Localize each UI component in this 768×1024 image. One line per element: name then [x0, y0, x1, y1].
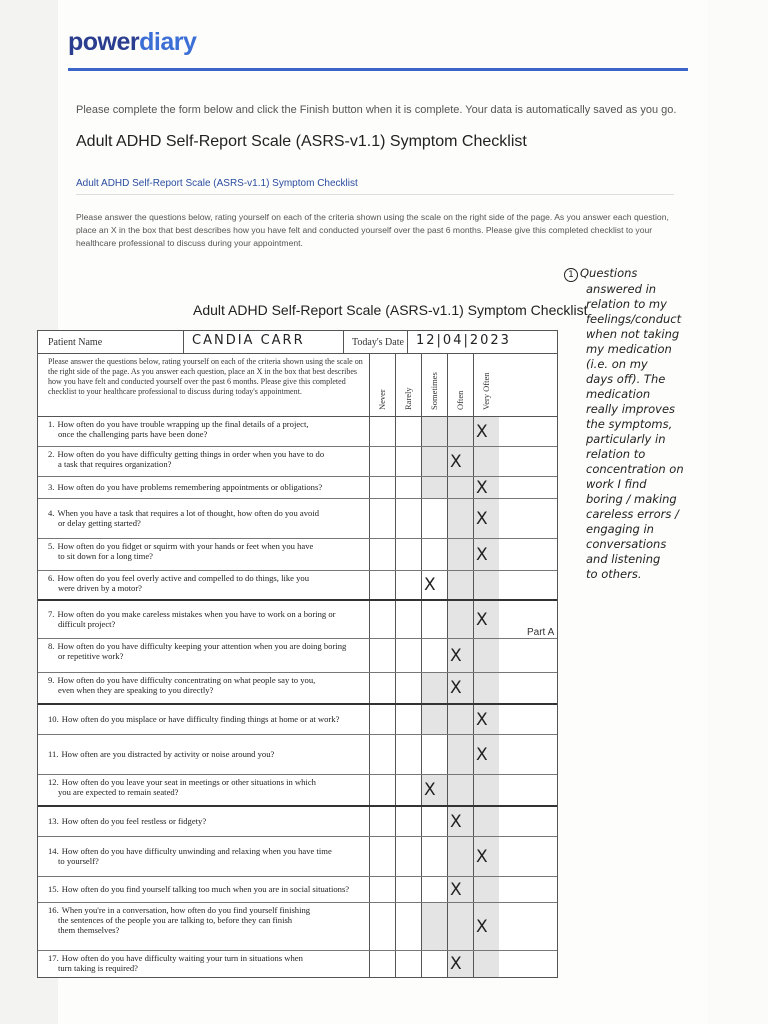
answer-box-often[interactable] — [448, 807, 474, 836]
answer-box-rarely[interactable] — [396, 417, 422, 446]
answer-box-never[interactable] — [370, 807, 396, 836]
note-line — [564, 462, 744, 477]
question-number: 14. — [48, 846, 59, 856]
question-number: 10. — [48, 714, 59, 724]
note-line — [564, 492, 744, 507]
note-text: concentration on — [586, 462, 684, 476]
x-mark: X — [476, 421, 488, 442]
question-line: difficult project? — [58, 619, 116, 629]
answer-box-sometimes[interactable] — [422, 705, 448, 734]
note-text: conversations — [586, 537, 667, 551]
question-text — [38, 499, 370, 538]
x-mark: X — [476, 709, 488, 730]
question-line: When you're in a conversation, how often do you find yourself finishing — [61, 905, 311, 915]
scale-rarely-label: Rarely — [402, 387, 413, 410]
answer-box-sometimes[interactable] — [422, 499, 448, 538]
answer-box-often[interactable] — [448, 705, 474, 734]
question-text — [38, 477, 370, 498]
answer-box-sometimes[interactable] — [422, 807, 448, 836]
scale-very-often-header — [474, 354, 499, 416]
note-line — [564, 402, 744, 417]
note-text: and listening — [586, 552, 661, 566]
answer-box-rarely[interactable] — [396, 903, 422, 950]
question-line: How often do you find yourself talking too much when you are in social situations? — [61, 884, 350, 894]
question-line: to yourself? — [58, 856, 99, 866]
note-line — [564, 312, 744, 327]
question-text — [38, 673, 370, 703]
question-number: 9. — [48, 675, 55, 685]
note-text: days off). The — [586, 372, 666, 386]
answer-box-rarely[interactable] — [396, 447, 422, 476]
answer-box-never[interactable] — [370, 601, 396, 638]
answer-box-very-often[interactable] — [474, 837, 499, 876]
answer-box-sometimes[interactable] — [422, 539, 448, 570]
answer-box-rarely[interactable] — [396, 877, 422, 902]
x-mark: X — [476, 609, 488, 630]
question-line: How often do you have difficulty unwinding and relaxing when you have time — [61, 846, 332, 856]
logo-part-power: power — [68, 28, 140, 56]
note-text: boring / making — [586, 492, 677, 506]
section-heading: Adult ADHD Self-Report Scale (ASRS-v1.1) Symptom Checklist — [76, 178, 358, 189]
answer-box-sometimes[interactable] — [422, 477, 448, 498]
question-number: 5. — [48, 541, 55, 551]
answer-box-often[interactable] — [448, 499, 474, 538]
answer-box-very-often[interactable] — [474, 951, 499, 977]
question-row — [38, 775, 557, 807]
handwritten-note — [564, 266, 744, 582]
note-text: relation to — [586, 447, 646, 461]
answer-box-never[interactable] — [370, 951, 396, 977]
powerdiary-logo — [68, 28, 196, 57]
answer-box-very-often[interactable] — [474, 903, 499, 950]
answer-box-never[interactable] — [370, 903, 396, 950]
answer-box-often[interactable] — [448, 601, 474, 638]
answer-box-rarely[interactable] — [396, 499, 422, 538]
answer-box-never[interactable] — [370, 477, 396, 498]
scale-very-often-label: Very Often — [480, 372, 491, 410]
question-row — [38, 837, 557, 877]
symptom-checklist-table — [37, 330, 558, 978]
question-number: 8. — [48, 641, 55, 651]
question-rows — [38, 417, 557, 977]
note-line — [564, 417, 744, 432]
answer-box-never[interactable] — [370, 639, 396, 672]
note-line — [564, 266, 744, 282]
note-text: work I find — [586, 477, 647, 491]
question-line: the sentences of the people you are talking to, before they can finish — [58, 915, 293, 925]
x-mark: X — [476, 846, 488, 867]
answer-box-often[interactable] — [448, 571, 474, 599]
question-line: When you have a task that requires a lot of thought, how often do you avoid — [57, 508, 320, 518]
section-divider — [76, 194, 674, 195]
question-row — [38, 447, 557, 477]
question-row — [38, 601, 557, 639]
question-number: 3. — [48, 482, 55, 492]
question-number: 12. — [48, 777, 59, 787]
note-text: really improves — [586, 402, 676, 416]
question-row — [38, 639, 557, 673]
note-line — [564, 522, 744, 537]
question-line: were driven by a motor? — [58, 583, 142, 593]
question-text — [38, 601, 370, 638]
note-text: relation to my — [586, 297, 667, 311]
date-label: Today's Date — [344, 331, 408, 353]
question-line: How often do you have difficulty waiting your turn in situations when — [61, 953, 303, 963]
question-number: 11. — [48, 749, 59, 759]
x-mark: X — [424, 575, 436, 595]
note-text: (i.e. on my — [586, 357, 648, 371]
x-mark: X — [476, 508, 488, 529]
answer-box-never[interactable] — [370, 539, 396, 570]
question-text — [38, 877, 370, 902]
answer-box-rarely[interactable] — [396, 951, 422, 977]
note-text: feelings/conduct — [586, 312, 682, 326]
scale-instructions: Please answer the questions below, rating yourself on each of the criteria shown using the scale on the right side of the page. As you answer each question, place an X in the box that best describes how you have felt and conducted yourself over the past 6 months. Please give this completed checklist to your healthcare professional to discuss during today's appointment. — [38, 354, 370, 416]
note-line — [564, 342, 744, 357]
answer-box-rarely[interactable] — [396, 539, 422, 570]
scale-never-header — [370, 354, 396, 416]
note-line — [564, 432, 744, 447]
question-number: 4. — [48, 508, 55, 518]
question-line: once the challenging parts have been done? — [58, 429, 208, 439]
question-row — [38, 877, 557, 903]
question-text — [38, 539, 370, 570]
question-line: How often are you distracted by activity or noise around you? — [61, 749, 275, 759]
answer-box-very-often[interactable] — [474, 735, 499, 774]
page-title: Adult ADHD Self-Report Scale (ASRS-v1.1) Symptom Checklist — [76, 133, 527, 150]
note-text: Questions — [580, 266, 638, 280]
x-mark: X — [476, 544, 488, 565]
answer-box-never[interactable] — [370, 417, 396, 446]
answer-box-very-often[interactable] — [474, 571, 499, 599]
answer-box-sometimes[interactable] — [422, 735, 448, 774]
answer-box-rarely[interactable] — [396, 775, 422, 805]
scale-rarely-header — [396, 354, 422, 416]
x-mark: X — [450, 645, 462, 666]
question-line: turn taking is required? — [58, 963, 138, 973]
answer-box-never[interactable] — [370, 775, 396, 805]
answer-box-never[interactable] — [370, 735, 396, 774]
scale-header-row — [38, 354, 557, 417]
x-mark: X — [424, 780, 436, 800]
answer-box-very-often[interactable] — [474, 499, 499, 538]
x-mark: X — [450, 879, 462, 900]
question-row — [38, 673, 557, 705]
question-line: How often do you make careless mistakes when you have to work on a boring or — [57, 609, 336, 619]
patient-name-field[interactable]: CANDIA CARR — [184, 331, 344, 353]
answer-box-very-often[interactable] — [474, 539, 499, 570]
answer-box-never[interactable] — [370, 499, 396, 538]
note-line — [564, 567, 744, 582]
question-number: 7. — [48, 609, 55, 619]
answer-box-very-often[interactable] — [474, 639, 499, 672]
checklist-title: Adult ADHD Self-Report Scale (ASRS-v1.1) Symptom Checklist — [193, 302, 588, 318]
question-line: How often do you have difficulty keeping your attention when you are doing boring — [57, 641, 347, 651]
note-line — [564, 372, 744, 387]
scale-often-header — [448, 354, 474, 416]
answer-box-sometimes[interactable] — [422, 417, 448, 446]
scale-never-label: Never — [376, 389, 387, 410]
x-mark: X — [450, 451, 462, 472]
answer-box-very-often[interactable] — [474, 601, 499, 638]
note-number-circle: 1 — [564, 268, 578, 282]
logo-part-diary: diary — [139, 28, 197, 56]
x-mark: X — [450, 954, 462, 974]
note-line — [564, 537, 744, 552]
question-line: How often do you have difficulty concentrating on what people say to you, — [57, 675, 316, 685]
question-number: 16. — [48, 905, 59, 915]
question-number: 1. — [48, 419, 55, 429]
note-text: my medication — [586, 342, 672, 356]
question-line: or repetitive work? — [58, 651, 124, 661]
answer-box-sometimes[interactable] — [422, 639, 448, 672]
note-line — [564, 387, 744, 402]
question-line: How often do you feel overly active and compelled to do things, like you — [57, 573, 309, 583]
answer-box-rarely[interactable] — [396, 705, 422, 734]
answer-box-very-often[interactable] — [474, 477, 499, 498]
note-line — [564, 297, 744, 312]
scale-sometimes-header — [422, 354, 448, 416]
question-line: a task that requires organization? — [58, 459, 172, 469]
answer-box-rarely[interactable] — [396, 639, 422, 672]
note-line — [564, 282, 744, 297]
answer-box-sometimes[interactable] — [422, 447, 448, 476]
answer-box-often[interactable] — [448, 775, 474, 805]
answer-box-often[interactable] — [448, 951, 474, 977]
answer-box-rarely[interactable] — [396, 837, 422, 876]
x-mark: X — [476, 744, 488, 765]
question-text — [38, 903, 370, 950]
question-line: How often do you have problems remembering appointments or obligations? — [57, 482, 323, 492]
question-row — [38, 807, 557, 837]
answer-box-rarely[interactable] — [396, 571, 422, 599]
answer-box-sometimes[interactable] — [422, 837, 448, 876]
x-mark: X — [476, 477, 488, 498]
question-number: 17. — [48, 953, 59, 963]
question-line: How often do you have difficulty getting things in order when you have to do — [57, 449, 325, 459]
answer-box-sometimes[interactable] — [422, 673, 448, 703]
part-a-label: Part A — [527, 627, 555, 638]
question-text — [38, 571, 370, 599]
answer-box-rarely[interactable] — [396, 673, 422, 703]
x-mark: X — [450, 678, 462, 698]
answer-box-often[interactable] — [448, 837, 474, 876]
answer-box-very-often[interactable] — [474, 705, 499, 734]
answer-box-rarely[interactable] — [396, 735, 422, 774]
header-divider — [68, 68, 688, 71]
answer-box-never[interactable] — [370, 673, 396, 703]
question-row — [38, 951, 557, 977]
question-row — [38, 705, 557, 735]
scale-sometimes-label: Sometimes — [428, 372, 439, 410]
answer-box-often[interactable] — [448, 539, 474, 570]
question-row — [38, 417, 557, 447]
note-text: particularly in — [586, 432, 666, 446]
question-line: to sit down for a long time? — [58, 551, 153, 561]
note-line — [564, 327, 744, 342]
scale-often-label: Often — [454, 390, 465, 410]
note-text: careless errors / — [586, 507, 679, 521]
answer-box-very-often[interactable] — [474, 447, 499, 476]
question-row — [38, 903, 557, 951]
answer-box-often[interactable] — [448, 417, 474, 446]
note-line — [564, 447, 744, 462]
question-line: them themselves? — [58, 925, 120, 935]
note-text: to others. — [586, 567, 642, 581]
answer-box-rarely[interactable] — [396, 601, 422, 638]
question-row — [38, 477, 557, 499]
answer-box-very-often[interactable] — [474, 673, 499, 703]
answer-box-never[interactable] — [370, 571, 396, 599]
question-text — [38, 735, 370, 774]
answer-box-often[interactable] — [448, 735, 474, 774]
question-number: 6. — [48, 573, 55, 583]
question-number: 2. — [48, 449, 55, 459]
patient-info-row — [38, 331, 557, 354]
question-text — [38, 447, 370, 476]
answer-box-very-often[interactable] — [474, 417, 499, 446]
question-line: you are expected to remain seated? — [58, 787, 179, 797]
answer-box-sometimes[interactable] — [422, 951, 448, 977]
question-row — [38, 499, 557, 539]
answer-box-sometimes[interactable] — [422, 903, 448, 950]
answer-box-often[interactable] — [448, 877, 474, 902]
answer-box-often[interactable] — [448, 447, 474, 476]
note-text: the symptoms, — [586, 417, 673, 431]
question-row — [38, 539, 557, 571]
answer-box-never[interactable] — [370, 837, 396, 876]
question-row — [38, 571, 557, 601]
answer-box-never[interactable] — [370, 705, 396, 734]
answer-box-often[interactable] — [448, 477, 474, 498]
question-number: 13. — [48, 816, 59, 826]
x-mark: X — [450, 811, 462, 832]
question-row — [38, 735, 557, 775]
answer-box-never[interactable] — [370, 447, 396, 476]
question-text — [38, 775, 370, 805]
note-line — [564, 552, 744, 567]
question-text — [38, 639, 370, 672]
answer-box-sometimes[interactable] — [422, 571, 448, 599]
answer-box-sometimes[interactable] — [422, 775, 448, 805]
note-text: engaging in — [586, 522, 654, 536]
question-text — [38, 417, 370, 446]
form-intro: Please complete the form below and click the Finish button when it is complete. Your data is automatically saved as you go. — [76, 104, 677, 116]
note-line — [564, 477, 744, 492]
x-mark: X — [476, 916, 488, 937]
question-text — [38, 837, 370, 876]
form-instructions: Please answer the questions below, rating yourself on each of the criteria shown using the scale on the right side of the page. As you answer each question, place an X in the box that best describes how you have felt and conducted yourself over the past 6 months. Please give this completed checklist to your healthcare professional to discuss during your appointment. — [76, 212, 669, 248]
question-text — [38, 705, 370, 734]
note-text: answered in — [586, 282, 657, 296]
question-line: or delay getting started? — [58, 518, 141, 528]
answer-box-often[interactable] — [448, 903, 474, 950]
question-line: How often do you misplace or have difficulty finding things at home or at work? — [61, 714, 340, 724]
answer-box-often[interactable] — [448, 639, 474, 672]
date-field[interactable]: 12|04|2023 — [416, 333, 511, 348]
question-line: even when they are speaking to you directly? — [58, 685, 214, 695]
question-text — [38, 807, 370, 836]
note-line — [564, 357, 744, 372]
question-number: 15. — [48, 884, 59, 894]
answer-box-often[interactable] — [448, 673, 474, 703]
note-text: medication — [586, 387, 651, 401]
answer-box-very-often[interactable] — [474, 807, 499, 836]
question-line: How often do you feel restless or fidgety? — [61, 816, 207, 826]
answer-box-rarely[interactable] — [396, 477, 422, 498]
question-text — [38, 951, 370, 977]
answer-box-very-often[interactable] — [474, 775, 499, 805]
answer-box-rarely[interactable] — [396, 807, 422, 836]
question-line: How often do you leave your seat in meetings or other situations in which — [61, 777, 316, 787]
answer-box-sometimes[interactable] — [422, 877, 448, 902]
answer-box-sometimes[interactable] — [422, 601, 448, 638]
note-text: when not taking — [586, 327, 680, 341]
answer-box-never[interactable] — [370, 877, 396, 902]
question-line: How often do you have trouble wrapping up the final details of a project, — [57, 419, 309, 429]
note-line — [564, 507, 744, 522]
question-line: How often do you fidget or squirm with your hands or feet when you have — [57, 541, 314, 551]
patient-name-label: Patient Name — [38, 331, 184, 353]
answer-box-very-often[interactable] — [474, 877, 499, 902]
